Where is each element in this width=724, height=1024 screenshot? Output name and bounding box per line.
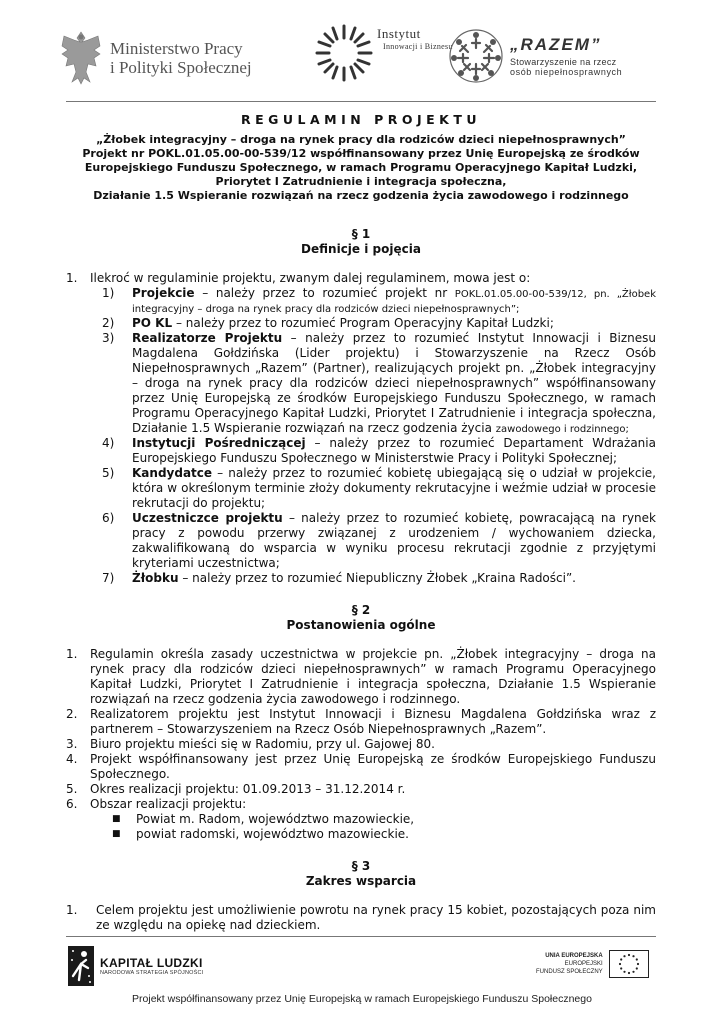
definition-term: Uczestniczce projektu xyxy=(132,511,283,525)
kapital-ludzki-logo xyxy=(68,946,203,986)
provision-item-3 xyxy=(66,737,656,752)
title-line2: Projekt nr POKL.01.05.00-00-539/12 współfinansowany przez Unię Europejską ze środków xyxy=(82,147,640,160)
definition-text: – należy przez to rozumieć Departament Wdrażania Europejskiego Funduszu Społecznego w Ministerstwie Pracy i Polityki Społecznej; xyxy=(132,436,656,465)
footer-divider xyxy=(66,936,656,937)
definition-text-small: zawodowego i rodzinnego; xyxy=(495,424,629,435)
list-number: 5. xyxy=(66,782,78,796)
support-text: Celem projektu jest umożliwienie powrotu na rynek pracy 15 kobiet, pozostających poza nim ze względu na opiekę nad dzieckiem. xyxy=(96,903,656,932)
eu-logo xyxy=(536,950,649,978)
people-circle-icon xyxy=(446,26,506,86)
provision-item-1 xyxy=(66,647,656,707)
institute-logo xyxy=(313,22,453,84)
provision-text: Biuro projektu mieści się w Radomiu, przy ul. Gajowej 80. xyxy=(90,737,435,751)
definition-item-5 xyxy=(102,466,656,511)
definitions-list xyxy=(102,286,656,586)
list-number: 2. xyxy=(66,707,78,721)
support-item-1 xyxy=(66,903,656,933)
title-line5: Działanie 1.5 Wspieranie rozwiązań na rzecz godzenia życia zawodowego i rodzinnego xyxy=(93,189,629,202)
eu-flag-icon xyxy=(609,950,649,978)
ministry-name-line2: i Polityki Społecznej xyxy=(110,58,252,77)
provision-text: Projekt współfinansowany jest przez Unię Europejską ze środków Europejskiego Funduszu Społecznego. xyxy=(90,752,656,781)
general-provisions-list xyxy=(66,647,656,812)
section2-title: Postanowienia ogólne xyxy=(286,618,436,632)
list-number: 4) xyxy=(102,436,115,450)
bullet-square-icon: ■ xyxy=(112,829,121,839)
bullet-text: powiat radomski, województwo mazowieckie. xyxy=(136,827,409,841)
document-body xyxy=(66,108,656,933)
provision-item-6 xyxy=(66,797,656,812)
list-number: 7) xyxy=(102,571,115,585)
support-scope-list xyxy=(66,903,656,933)
definition-text-small: POKL.01.05.00-00-539/12, pn. „Żłobek integracyjny – droga na rynek pracy dla rodziców dzieci niepełnosprawnych”; xyxy=(132,289,656,315)
section1-number: § 1 xyxy=(351,227,371,241)
page-header xyxy=(58,18,658,98)
section1-intro xyxy=(66,271,656,286)
definition-text: – należy przez to rozumieć projekt nr xyxy=(194,286,455,300)
definition-term: Realizatorze Projektu xyxy=(132,331,283,345)
definition-item-4 xyxy=(102,436,656,466)
definition-term: Projekcie xyxy=(132,286,195,300)
ministry-logo xyxy=(58,28,252,88)
list-number: 6. xyxy=(66,797,78,811)
definition-term: PO KL xyxy=(132,316,173,330)
list-number: 5) xyxy=(102,466,115,480)
list-number: 1) xyxy=(102,286,115,300)
institute-name: Instytut xyxy=(377,26,421,41)
bullet-square-icon: ■ xyxy=(112,814,121,824)
title-line4: Priorytet I Zatrudnienie i integracja społeczna, xyxy=(215,175,507,188)
definition-item-6 xyxy=(102,511,656,571)
definition-item-1 xyxy=(102,286,656,316)
eu-fund-line2: FUNDUSZ SPOŁECZNY xyxy=(536,969,603,975)
area-bullet-list xyxy=(112,812,656,842)
eu-fund-line1: EUROPEJSKI xyxy=(564,961,603,967)
definition-term: Żłobku xyxy=(132,571,179,585)
ministry-name-line1: Ministerstwo Pracy xyxy=(110,39,243,58)
list-number: 2) xyxy=(102,316,115,330)
definition-item-2 xyxy=(102,316,656,331)
footer-note: Projekt współfinansowany przez Unię Europejską w ramach Europejskiego Funduszu Społecznego xyxy=(132,993,592,1005)
list-number: 1. xyxy=(66,647,78,661)
razem-logo xyxy=(446,26,622,86)
bullet-item xyxy=(112,812,656,827)
definition-text: – należy przez to rozumieć Program Operacyjny Kapitał Ludzki; xyxy=(172,316,554,330)
razem-name: „RAZEM” xyxy=(510,35,602,54)
list-number: 6) xyxy=(102,511,115,525)
eagle-emblem-icon xyxy=(58,28,104,88)
section1-intro-text: Ilekroć w regulaminie projektu, zwanym dalej regulaminem, mowa jest o: xyxy=(90,271,531,285)
definition-text: – należy przez to rozumieć Niepubliczny Żłobek „Kraina Radości”. xyxy=(178,571,576,585)
definition-term: Kandydatce xyxy=(132,466,213,480)
section3-title: Zakres wsparcia xyxy=(305,874,417,888)
provision-item-4 xyxy=(66,752,656,782)
provision-item-5 xyxy=(66,782,656,797)
eu-name: UNIA EUROPEJSKA xyxy=(545,953,603,959)
provision-item-2 xyxy=(66,707,656,737)
definition-term: Instytucji Pośredniczącej xyxy=(132,436,306,450)
list-number: 3. xyxy=(66,737,78,751)
document-title: REGULAMIN PROJEKTU xyxy=(240,112,482,127)
bullet-text: Powiat m. Radom, województwo mazowieckie, xyxy=(136,812,415,826)
razem-subtitle-line1: Stowarzyszenie na rzecz xyxy=(510,57,617,67)
list-number: 1. xyxy=(66,271,78,285)
kapital-ludzki-icon xyxy=(68,946,94,986)
section3-number: § 3 xyxy=(351,859,371,873)
definition-item-7 xyxy=(102,571,656,586)
definition-text: – należy przez to rozumieć kobietę, powracającą na rynek pracy z powodu przerwy związanej z urodzeniem / wychowaniem dziecka, zakwalifikowaną do wsparcia w wyniku procesu rekrutacji zgodnie z przyjętymi kryteriami uczestnictwa; xyxy=(132,511,656,570)
header-divider xyxy=(66,101,656,102)
provision-text: Obszar realizacji projektu: xyxy=(90,797,247,811)
section1-title: Definicje i pojęcia xyxy=(301,242,421,256)
section2-number: § 2 xyxy=(351,603,371,617)
list-number: 3) xyxy=(102,331,115,345)
list-number: 1. xyxy=(66,903,78,917)
institute-subtitle: Innowacji i Biznesu xyxy=(383,42,453,51)
definition-text: – należy przez to rozumieć Instytut Innowacji i Biznesu Magdalena Gołdzińska (Lider projektu) i Stowarzyszenie na Rzecz Osób Niepełnosprawnych „Razem” (Partner), realizujących projekt pn. „Żłobek integracyjny – droga na rynek pracy dla rodziców dzieci niepełnosprawnych” współfinansowany przez Unię Europejską ze środków Europejskiego Funduszu Społecznego, w ramach Programu Operacyjnego Kapitał Ludzki, Priorytet I Zatrudnienie i integracja społeczna, Działanie 1.5 Wspieranie rozwiązań na rzecz godzenia życia xyxy=(132,331,656,435)
burst-logo-icon xyxy=(313,22,375,84)
list-number: 4. xyxy=(66,752,78,766)
title-line3: Europejskiego Funduszu Społecznego, w ramach Programu Operacyjnego Kapitał Ludzki, xyxy=(84,161,638,174)
provision-text: Realizatorem projektu jest Instytut Innowacji i Biznesu Magdalena Gołdzińska wraz z partnerem – Stowarzyszeniem na Rzecz Osób Niepełnosprawnych „Razem”. xyxy=(90,707,656,736)
definition-item-3 xyxy=(102,331,656,436)
definition-text: – należy przez to rozumieć kobietę ubiegającą się o udział w projekcie, która w określonym terminie złoży dokumenty rekrutacyjne i weźmie udział w procesie rekrutacji do projektu; xyxy=(132,466,656,510)
razem-subtitle-line2: osób niepełnosprawnych xyxy=(510,67,623,77)
kapital-ludzki-subtitle: NARODOWA STRATEGIA SPÓJNOŚCI xyxy=(100,970,204,976)
provision-text: Okres realizacji projektu: 01.09.2013 – 31.12.2014 r. xyxy=(90,782,406,796)
kapital-ludzki-name: KAPITAŁ LUDZKI xyxy=(100,956,203,970)
project-name: „Żłobek integracyjny – droga na rynek pracy dla rodziców dzieci niepełnosprawnych” xyxy=(96,133,626,146)
provision-text: Regulamin określa zasady uczestnictwa w projekcie pn. „Żłobek integracyjny – droga na rynek pracy dla rodziców dzieci niepełnosprawnych” w ramach Programu Operacyjnego Kapitał Ludzki, Priorytet I Zatrudnienie i integracja społeczna, Działanie 1.5 Wspieranie rozwiązań na rzecz godzenia życia zawodowego i rodzinnego. xyxy=(90,647,656,706)
bullet-item xyxy=(112,827,656,842)
